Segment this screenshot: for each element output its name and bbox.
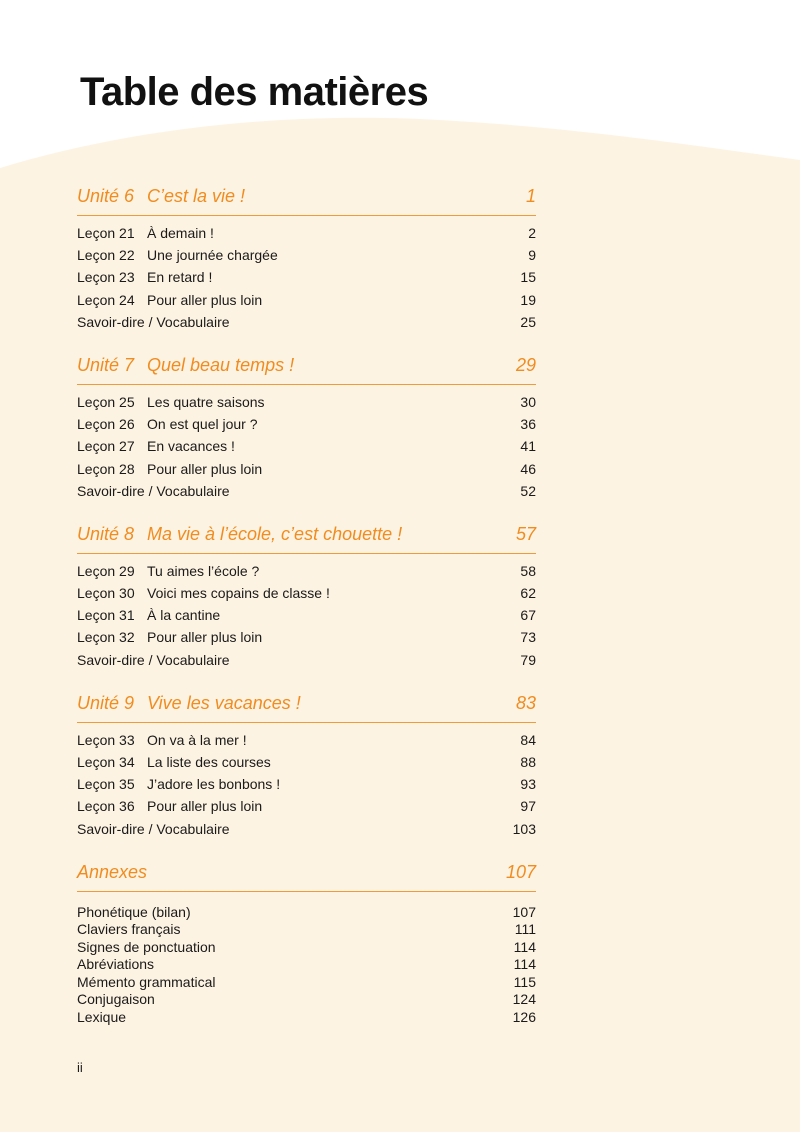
lesson-row[interactable] — [77, 626, 536, 648]
unit-page: 83 — [515, 692, 536, 713]
lesson-number: Leçon 25 — [77, 393, 135, 410]
lesson-row[interactable] — [77, 773, 536, 795]
lesson-row[interactable] — [77, 604, 536, 626]
savoir-title: Savoir-dire / Vocabulaire — [77, 313, 230, 330]
unit-number: Unité 9 — [77, 692, 135, 713]
unit-section — [77, 693, 536, 840]
lesson-page: 67 — [520, 607, 536, 624]
annexes-title: Annexes — [77, 861, 148, 882]
unit-title: C’est la vie ! — [147, 186, 246, 206]
lesson-number: Leçon 21 — [77, 225, 135, 241]
annex-page: 111 — [514, 921, 536, 938]
savoir-row[interactable] — [77, 818, 536, 840]
lesson-page: 88 — [520, 754, 536, 770]
lesson-number: Leçon 33 — [77, 731, 135, 748]
savoir-row[interactable] — [77, 480, 536, 502]
lesson-page: 15 — [520, 269, 536, 286]
lesson-page: 2 — [528, 225, 536, 241]
lesson-title: Les quatre saisons — [147, 393, 265, 410]
lesson-number: Leçon 36 — [77, 798, 135, 815]
lesson-page: 73 — [520, 629, 536, 646]
lesson-page: 9 — [528, 247, 536, 264]
annex-title: Signes de ponctuation — [77, 938, 216, 955]
lesson-page: 36 — [520, 416, 536, 433]
unit-number: Unité 6 — [77, 186, 135, 206]
annex-row[interactable] — [77, 939, 536, 957]
lesson-number: Leçon 30 — [77, 585, 135, 602]
lesson-number: Leçon 24 — [77, 291, 135, 308]
lesson-title: Tu aimes l’école ? — [147, 562, 260, 579]
lesson-row[interactable] — [77, 729, 536, 751]
unit-title: Ma vie à l’école, c’est chouette ! — [147, 523, 403, 544]
annex-row[interactable] — [77, 956, 536, 974]
lesson-row[interactable] — [77, 244, 536, 266]
lesson-number: Leçon 34 — [77, 754, 135, 770]
annex-title: Claviers français — [77, 921, 181, 938]
lesson-title: Une journée chargée — [147, 247, 278, 264]
annex-title: Lexique — [77, 1008, 127, 1025]
unit-section — [77, 355, 536, 502]
unit-page: 1 — [525, 186, 536, 206]
lesson-title: Voici mes copains de classe ! — [147, 585, 330, 602]
unit-title: Vive les vacances ! — [147, 692, 301, 713]
lesson-row[interactable] — [77, 266, 536, 288]
lesson-page: 97 — [520, 798, 536, 815]
annex-title: Abréviations — [77, 956, 155, 973]
annexes-page: 107 — [505, 861, 536, 882]
lesson-row[interactable] — [77, 289, 536, 311]
annex-title: Conjugaison — [77, 991, 155, 1008]
lesson-title: Pour aller plus loin — [147, 291, 263, 308]
annex-row[interactable] — [77, 974, 536, 992]
lesson-page: 46 — [520, 460, 536, 477]
annex-page: 107 — [512, 903, 536, 920]
annex-row[interactable] — [77, 921, 536, 939]
annex-page: 115 — [513, 973, 536, 990]
lesson-row[interactable] — [77, 795, 536, 817]
annexes-heading[interactable] — [77, 862, 536, 892]
unit-section — [77, 524, 536, 671]
unit-number: Unité 7 — [77, 354, 135, 375]
savoir-title: Savoir-dire / Vocabulaire — [77, 651, 230, 668]
lesson-number: Leçon 23 — [77, 269, 135, 286]
annex-page: 124 — [512, 991, 536, 1008]
lesson-page: 30 — [520, 393, 536, 410]
unit-heading[interactable] — [77, 355, 536, 385]
lesson-number: Leçon 35 — [77, 776, 135, 793]
lesson-row[interactable] — [77, 582, 536, 604]
annexes-section — [77, 862, 536, 1027]
unit-heading[interactable] — [77, 693, 536, 723]
lesson-number: Leçon 29 — [77, 562, 135, 579]
unit-number: Unité 8 — [77, 523, 135, 544]
lesson-title: À la cantine — [147, 607, 221, 624]
unit-page: 29 — [515, 354, 536, 375]
lesson-title: On va à la mer ! — [147, 731, 247, 748]
savoir-row[interactable] — [77, 649, 536, 671]
lesson-row[interactable] — [77, 413, 536, 435]
table-of-contents — [77, 186, 536, 1048]
annex-row[interactable] — [77, 904, 536, 922]
annex-title: Mémento grammatical — [77, 973, 216, 990]
lesson-number: Leçon 28 — [77, 460, 135, 477]
lesson-row[interactable] — [77, 435, 536, 457]
lesson-title: Pour aller plus loin — [147, 798, 263, 815]
lesson-page: 58 — [520, 562, 536, 579]
lesson-page: 84 — [520, 731, 536, 748]
lesson-row[interactable] — [77, 458, 536, 480]
savoir-title: Savoir-dire / Vocabulaire — [77, 820, 230, 837]
lesson-row[interactable] — [77, 751, 536, 773]
lesson-title: En retard ! — [147, 269, 213, 286]
lesson-row[interactable] — [77, 222, 536, 244]
lesson-title: Pour aller plus loin — [147, 460, 263, 477]
lesson-page: 62 — [520, 585, 536, 602]
annex-page: 114 — [513, 938, 536, 955]
page-title: Table des matières — [80, 70, 429, 114]
page-number: ii — [77, 1060, 83, 1075]
unit-page: 57 — [515, 523, 536, 544]
unit-section — [77, 186, 536, 333]
lesson-number: Leçon 31 — [77, 607, 135, 624]
lesson-title: Pour aller plus loin — [147, 629, 263, 646]
lesson-title: À demain ! — [147, 225, 214, 241]
annex-title: Phonétique (bilan) — [77, 903, 191, 920]
annex-page: 126 — [512, 1008, 536, 1025]
lesson-title: En vacances ! — [147, 438, 235, 455]
lesson-title: La liste des courses — [147, 754, 271, 770]
lesson-row[interactable] — [77, 560, 536, 582]
lesson-page: 19 — [520, 291, 536, 308]
savoir-page: 25 — [520, 313, 536, 330]
annex-page: 114 — [513, 956, 536, 973]
annex-row[interactable] — [77, 1009, 536, 1027]
savoir-page: 79 — [520, 651, 536, 668]
lesson-number: Leçon 32 — [77, 629, 135, 646]
unit-heading[interactable] — [77, 186, 536, 216]
savoir-page: 52 — [520, 482, 536, 499]
lesson-row[interactable] — [77, 391, 536, 413]
savoir-title: Savoir-dire / Vocabulaire — [77, 482, 230, 499]
lesson-number: Leçon 27 — [77, 438, 135, 455]
lesson-page: 41 — [520, 438, 536, 455]
unit-title: Quel beau temps ! — [147, 354, 295, 375]
unit-heading[interactable] — [77, 524, 536, 554]
savoir-row[interactable] — [77, 311, 536, 333]
savoir-page: 103 — [512, 820, 536, 837]
annex-row[interactable] — [77, 991, 536, 1009]
lesson-title: On est quel jour ? — [147, 416, 258, 433]
lesson-number: Leçon 26 — [77, 416, 135, 433]
lesson-number: Leçon 22 — [77, 247, 135, 264]
lesson-page: 93 — [520, 776, 536, 793]
lesson-title: J’adore les bonbons ! — [147, 776, 281, 793]
